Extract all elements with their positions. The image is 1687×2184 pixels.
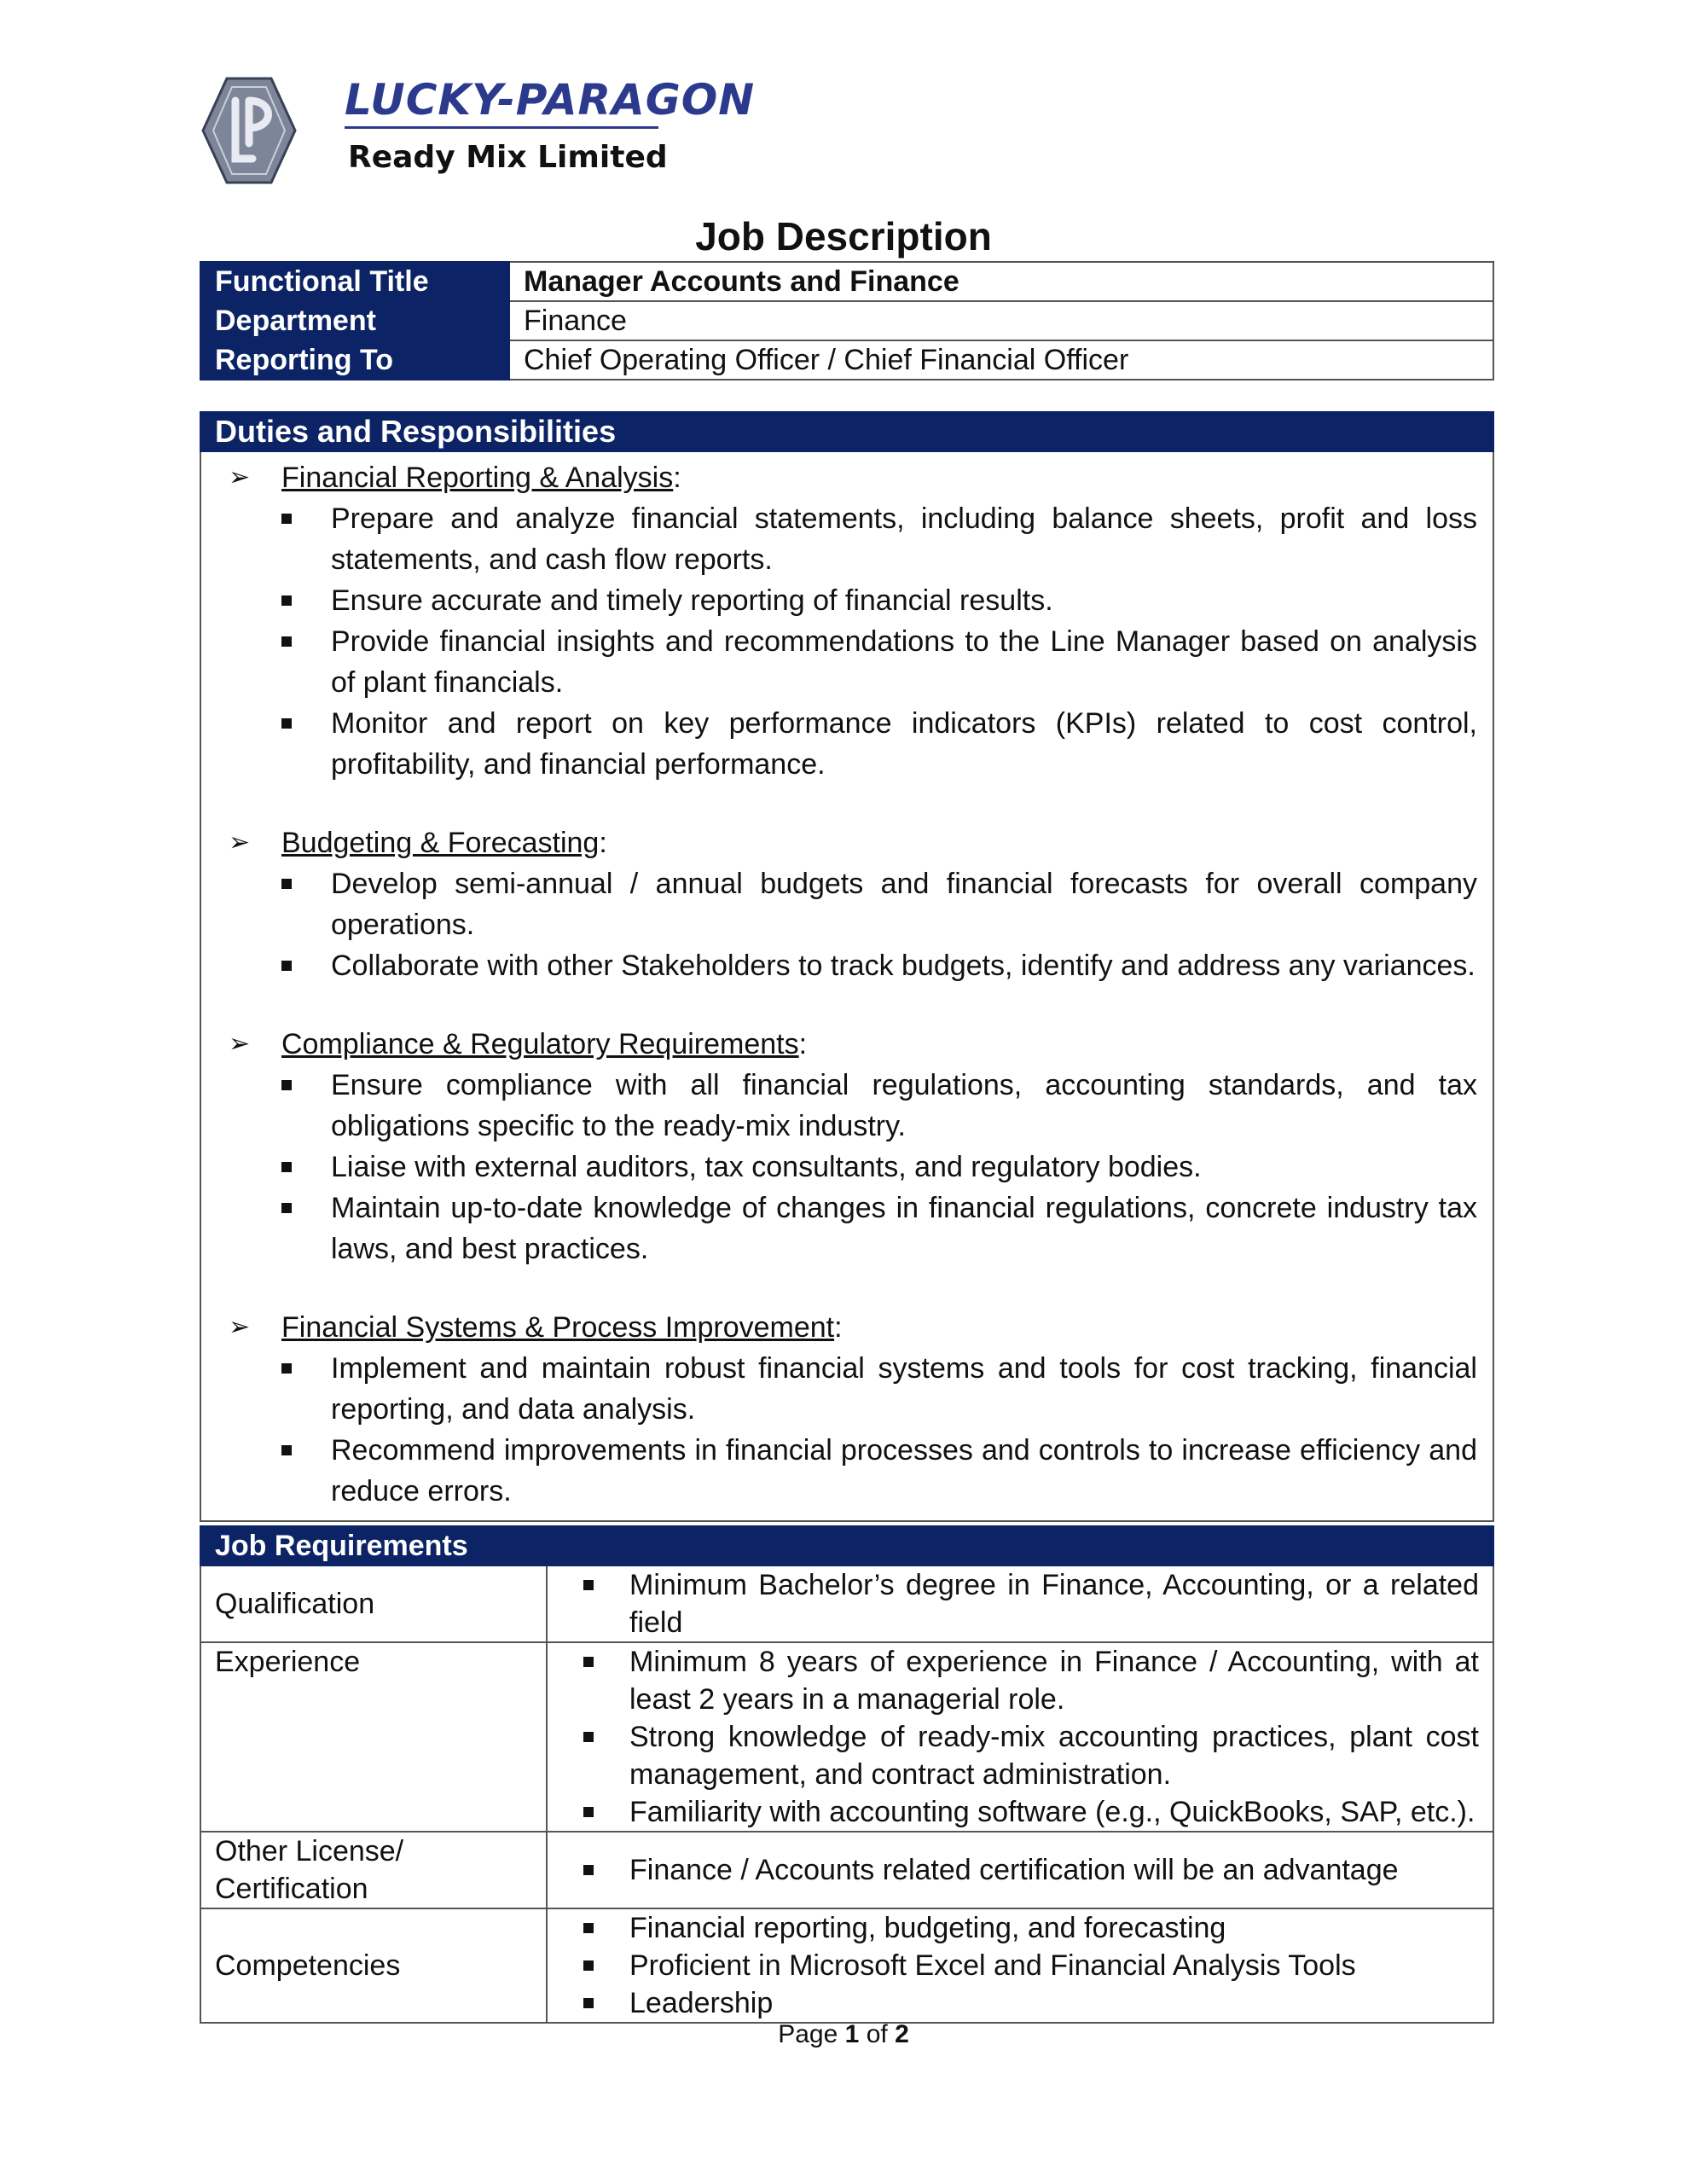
list-item: Develop semi-annual / annual budgets and financial forecasts for overall company operations. <box>217 863 1477 945</box>
job-info-table <box>200 261 1494 380</box>
square-bullet-icon <box>281 1445 292 1455</box>
company-logo <box>201 75 297 186</box>
list-item: Minimum 8 years of experience in Finance / Accounting, with at least 2 years in a managerial role. <box>565 1643 1479 1718</box>
list-item: Strong knowledge of ready-mix accounting practices, plant cost management, and contract administration. <box>565 1718 1479 1793</box>
requirements-heading: Job Requirements <box>200 1526 1493 1565</box>
square-bullet-icon <box>281 879 292 889</box>
square-bullet-icon <box>583 1657 594 1667</box>
arrow-bullet-icon: ➢ <box>229 828 251 857</box>
square-bullet-icon <box>281 1080 292 1090</box>
list-item: Prepare and analyze financial statements, including balance sheets, profit and loss statements, and cash flow reports. <box>217 498 1477 580</box>
square-bullet-icon <box>583 1580 594 1590</box>
info-row-title <box>200 262 1493 301</box>
requirement-label: Other License/ Certification <box>200 1832 547 1908</box>
duty-section: ➢ Compliance & Regulatory Requirements: Ensure compliance with all financial regulations, accounting standards, and tax obligations specific to the ready-mix industry. Liaise with external auditors, tax consultants, and regulatory bodies. Maintain up-to-date knowledge of changes in financial regulations, concrete industry tax laws, and best practices. <box>217 1024 1477 1269</box>
brand-name: LUCKY-PARAGON <box>345 75 756 125</box>
list-item: Finance / Accounts related certification will be an advantage <box>565 1851 1479 1889</box>
list-item: Maintain up-to-date knowledge of changes in financial regulations, concrete industry tax laws, and best practices. <box>217 1188 1477 1269</box>
info-row-department <box>200 301 1493 340</box>
duties-body <box>200 451 1493 1521</box>
arrow-bullet-icon: ➢ <box>229 463 251 491</box>
info-value: Finance <box>509 301 1493 340</box>
list-item: Financial reporting, budgeting, and forecasting <box>565 1909 1479 1947</box>
arrow-bullet-icon: ➢ <box>229 1313 251 1341</box>
square-bullet-icon <box>583 1865 594 1875</box>
square-bullet-icon <box>281 1162 292 1172</box>
arrow-bullet-icon: ➢ <box>229 1030 251 1058</box>
requirement-label: Competencies <box>200 1908 547 2023</box>
info-label: Functional Title <box>200 262 509 301</box>
section-title: Financial Systems & Process Improvement <box>281 1311 835 1344</box>
square-bullet-icon <box>583 1960 594 1971</box>
table-row <box>200 1908 1493 2023</box>
list-item: Liaise with external auditors, tax consultants, and regulatory bodies. <box>217 1147 1477 1188</box>
square-bullet-icon <box>281 636 292 647</box>
square-bullet-icon <box>281 718 292 729</box>
duty-section: ➢ Budgeting & Forecasting: Develop semi-annual / annual budgets and financial forecasts for overall company operations. Collaborate with other Stakeholders to track budgets, identify and address any variances. <box>217 822 1477 986</box>
square-bullet-icon <box>583 1807 594 1817</box>
info-label: Department <box>200 301 509 340</box>
list-item: Implement and maintain robust financial systems and tools for cost tracking, financial reporting, and data analysis. <box>217 1348 1477 1430</box>
list-item: Monitor and report on key performance indicators (KPIs) related to cost control, profitability, and financial performance. <box>217 703 1477 785</box>
requirements-table <box>200 1525 1494 2024</box>
square-bullet-icon <box>583 1923 594 1933</box>
list-item: Ensure compliance with all financial regulations, accounting standards, and tax obligations specific to the ready-mix industry. <box>217 1065 1477 1147</box>
list-item: Leadership <box>565 1984 1479 2022</box>
duty-section: ➢ Financial Systems & Process Improvement: Implement and maintain robust financial systems and tools for cost tracking, financial reporting, and data analysis. Recommend improvements in financial processes and controls to increase efficiency and reduce errors. <box>217 1307 1477 1512</box>
document-title: Job Description <box>695 214 992 258</box>
square-bullet-icon <box>281 1363 292 1374</box>
square-bullet-icon <box>583 1732 594 1742</box>
duties-table <box>200 411 1494 1522</box>
page-number: Page 1 of 2 <box>778 2020 909 2048</box>
info-value: Chief Operating Officer / Chief Financial Officer <box>509 340 1493 380</box>
section-title: Financial Reporting & Analysis <box>281 462 674 494</box>
square-bullet-icon <box>281 514 292 524</box>
brand-subtitle: Ready Mix Limited <box>348 140 668 175</box>
brand-underline <box>345 126 658 129</box>
square-bullet-icon <box>281 961 292 971</box>
info-label: Reporting To <box>200 340 509 380</box>
list-item: Proficient in Microsoft Excel and Financial Analysis Tools <box>565 1947 1479 1984</box>
section-title: Budgeting & Forecasting <box>281 827 600 859</box>
section-title: Compliance & Regulatory Requirements <box>281 1028 799 1060</box>
square-bullet-icon <box>281 1203 292 1213</box>
list-item: Collaborate with other Stakeholders to track budgets, identify and address any variances. <box>217 945 1477 986</box>
list-item: Ensure accurate and timely reporting of financial results. <box>217 580 1477 621</box>
list-item: Familiarity with accounting software (e.g., QuickBooks, SAP, etc.). <box>565 1793 1479 1831</box>
table-row <box>200 1642 1493 1832</box>
list-item: Minimum Bachelor’s degree in Finance, Accounting, or a related field <box>565 1566 1479 1641</box>
table-row <box>200 1832 1493 1908</box>
info-value: Manager Accounts and Finance <box>509 262 1493 301</box>
info-row-reporting <box>200 340 1493 380</box>
table-row <box>200 1565 1493 1642</box>
square-bullet-icon <box>583 1998 594 2008</box>
requirement-label: Qualification <box>200 1565 547 1642</box>
duties-heading: Duties and Responsibilities <box>200 412 1493 451</box>
duty-section: ➢ Financial Reporting & Analysis: Prepare and analyze financial statements, including balance sheets, profit and loss statements, and cash flow reports. Ensure accurate and timely reporting of financial results. Provide financial insights and recommendations to the Line Manager based on analysis of plant financials. Monitor and report on key performance indicators (KPIs) related to cost control, profitability, and financial performance. <box>217 457 1477 785</box>
list-item: Provide financial insights and recommendations to the Line Manager based on analysis of plant financials. <box>217 621 1477 703</box>
square-bullet-icon <box>281 595 292 606</box>
requirement-label: Experience <box>200 1642 547 1832</box>
list-item: Recommend improvements in financial processes and controls to increase efficiency and reduce errors. <box>217 1430 1477 1512</box>
